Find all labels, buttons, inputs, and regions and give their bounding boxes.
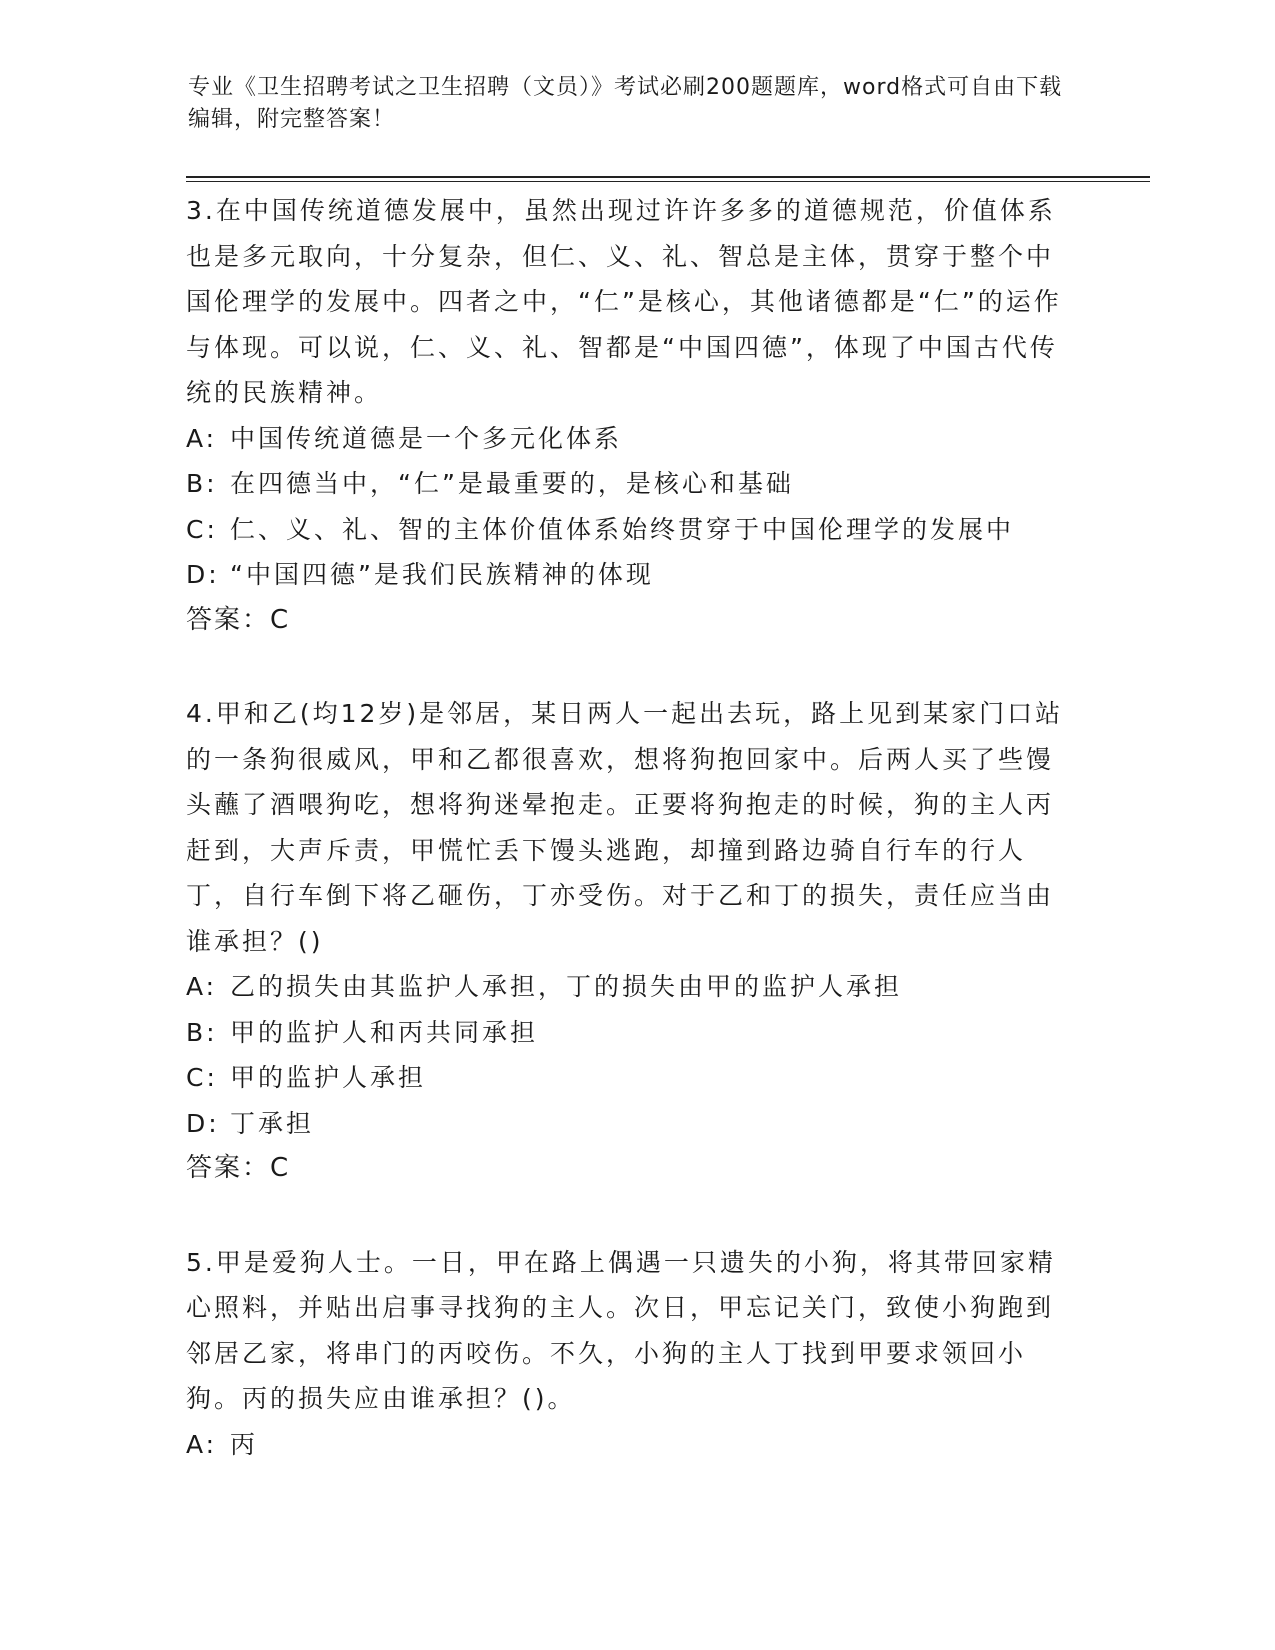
option-key: D: xyxy=(186,560,220,589)
question-list xyxy=(186,188,1066,1515)
option-text: 在四德当中，“仁”是最重要的，是核心和基础 xyxy=(230,469,794,498)
option-b xyxy=(186,1010,1066,1056)
question-3 xyxy=(186,188,1066,643)
option-d xyxy=(186,552,1066,598)
option-key: A: xyxy=(186,423,218,453)
option-d xyxy=(186,1101,1066,1147)
option-key: C: xyxy=(186,1063,218,1092)
option-c xyxy=(186,1055,1066,1101)
divider-thin-line xyxy=(186,181,1150,182)
answer-label: 答案： xyxy=(186,1153,271,1183)
option-text: 丙 xyxy=(230,1429,259,1459)
option-a xyxy=(186,964,1066,1010)
question-5 xyxy=(186,1240,1066,1468)
option-a xyxy=(186,416,1066,462)
question-stem: 4.甲和乙(均12岁)是邻居，某日两人一起出去玩，路上见到某家门口站的一条狗很威风，甲和乙都很喜欢，想将狗抱回家中。后两人买了些馒头蘸了酒喂狗吃，想将狗迷晕抱走。正要将狗抱走的时候，狗的主人丙赶到，大声斥责，甲慌忙丢下馒头逃跑，却撞到路边骑自行车的行人丁，自行车倒下将乙砸伤，丁亦受伤。对于乙和丁的损失，责任应当由谁承担？() xyxy=(186,699,1064,956)
option-c xyxy=(186,507,1066,553)
option-text: 仁、义、礼、智的主体价值体系始终贯穿于中国伦理学的发展中 xyxy=(230,514,1015,544)
answer-line xyxy=(186,1146,1066,1192)
option-text: 甲的监护人承担 xyxy=(230,1063,427,1092)
option-b xyxy=(186,461,1066,507)
question-4 xyxy=(186,691,1066,1192)
option-a xyxy=(186,1422,1066,1468)
question-stem: 3.在中国传统道德发展中，虽然出现过许许多多的道德规范，价值体系也是多元取向，十分复杂，但仁、义、礼、智总是主体，贯穿于整个中国伦理学的发展中。四者之中，“仁”是核心，其他诸德都是“仁”的运作与体现。可以说，仁、义、礼、智都是“中国四德”，体现了中国古代传统的民族精神。 xyxy=(186,196,1062,407)
option-key: B: xyxy=(186,469,218,498)
document-header: 专业《卫生招聘考试之卫生招聘（文员）》考试必刷200题题库，word格式可自由下载编辑，附完整答案！ xyxy=(188,75,1063,132)
option-text: 丁承担 xyxy=(230,1108,315,1138)
option-key: A: xyxy=(186,1429,218,1459)
answer-label: 答案： xyxy=(186,604,271,635)
answer-value: C xyxy=(270,604,290,635)
option-text: 乙的损失由其监护人承担，丁的损失由甲的监护人承担 xyxy=(230,972,903,1001)
option-key: D: xyxy=(186,1108,220,1138)
header-divider xyxy=(186,176,1150,183)
option-key: B: xyxy=(186,1017,218,1047)
option-text: 中国传统道德是一个多元化体系 xyxy=(230,423,623,453)
answer-value: C xyxy=(270,1153,290,1183)
question-stem: 5.甲是爱狗人士。一日，甲在路上偶遇一只遗失的小狗，将其带回家精心照料，并贴出启事寻找狗的主人。次日，甲忘记关门，致使小狗跑到邻居乙家，将串门的丙咬伤。不久，小狗的主人丁找到甲要求领回小狗。丙的损失应由谁承担？()。 xyxy=(186,1247,1056,1413)
answer-line xyxy=(186,598,1066,644)
option-text: 甲的监护人和丙共同承担 xyxy=(230,1017,539,1047)
option-key: A: xyxy=(186,972,218,1001)
option-text: “中国四德”是我们民族精神的体现 xyxy=(230,560,654,589)
divider-thick-line xyxy=(186,176,1150,178)
option-key: C: xyxy=(186,514,218,544)
